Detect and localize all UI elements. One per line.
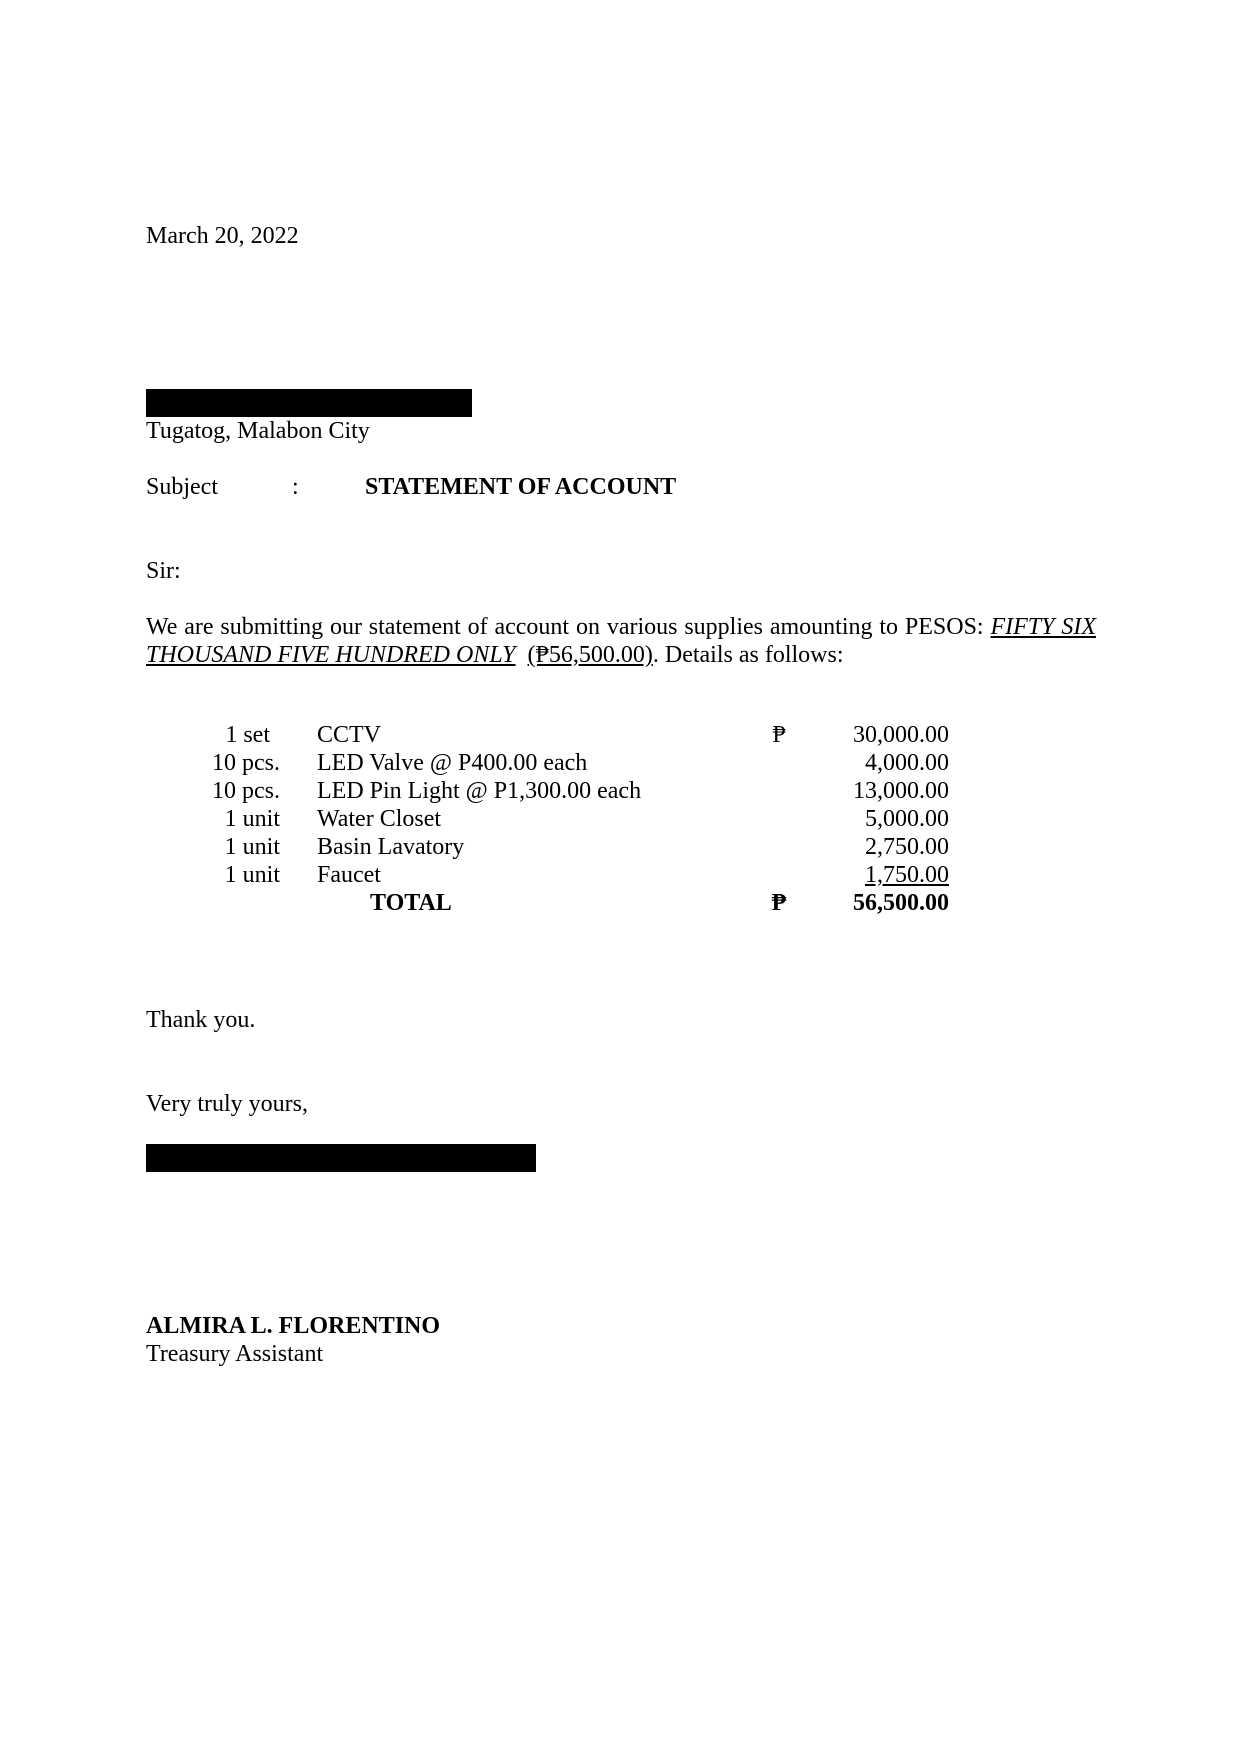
amount-in-words: FIFTY SIX THOUSAND FIVE HUNDRED ONLY bbox=[146, 614, 1096, 668]
item-description: CCTV bbox=[317, 722, 382, 748]
total-label: TOTAL bbox=[370, 890, 452, 916]
item-qty: 10 pcs. bbox=[212, 750, 280, 776]
table-row bbox=[0, 805, 1241, 833]
item-qty: 1 unit bbox=[224, 862, 280, 888]
item-amount: 13,000.00 bbox=[853, 778, 949, 804]
item-amount: 30,000.00 bbox=[853, 722, 949, 748]
complimentary-close: Very truly yours, bbox=[146, 1091, 308, 1117]
item-qty: 1 unit bbox=[224, 834, 280, 860]
body-outro: . Details as follows: bbox=[652, 642, 844, 668]
item-qty: 1 unit bbox=[224, 806, 280, 832]
item-description: LED Valve @ P400.00 each bbox=[317, 750, 588, 776]
item-description: Basin Lavatory bbox=[317, 834, 465, 860]
signatory-name: ALMIRA L. FLORENTINO bbox=[146, 1313, 441, 1339]
letter-date: March 20, 2022 bbox=[146, 223, 299, 249]
redacted-recipient-name bbox=[146, 389, 472, 417]
item-amount: 4,000.00 bbox=[865, 750, 949, 776]
table-row bbox=[0, 777, 1241, 805]
table-row bbox=[0, 721, 1241, 749]
total-row bbox=[0, 889, 1241, 917]
item-qty: 1 set bbox=[225, 722, 270, 748]
subject-colon: : bbox=[292, 474, 299, 500]
item-amount: 1,750.00 bbox=[865, 862, 949, 888]
item-description: LED Pin Light @ P1,300.00 each bbox=[317, 778, 642, 804]
item-description: Water Closet bbox=[317, 806, 442, 832]
amount-numeric: (₱56,500.00) bbox=[527, 642, 653, 668]
table-row bbox=[0, 749, 1241, 777]
recipient-address: Tugatog, Malabon City bbox=[146, 418, 370, 444]
item-qty: 10 pcs. bbox=[212, 778, 280, 804]
table-row bbox=[0, 833, 1241, 861]
signatory-title: Treasury Assistant bbox=[146, 1341, 324, 1367]
item-amount: 5,000.00 bbox=[865, 806, 949, 832]
table-row bbox=[0, 861, 1241, 889]
body-intro: We are submitting our statement of account on various supplies amounting to PESOS: bbox=[146, 614, 991, 640]
body-paragraph bbox=[146, 613, 1096, 669]
total-amount: 56,500.00 bbox=[853, 890, 949, 916]
subject-label: Subject bbox=[146, 474, 218, 500]
closing-thanks: Thank you. bbox=[146, 1007, 256, 1033]
redacted-signature bbox=[146, 1144, 536, 1172]
item-description: Faucet bbox=[317, 862, 381, 888]
total-currency-symbol: ₱ bbox=[771, 890, 787, 916]
salutation: Sir: bbox=[146, 558, 181, 584]
currency-symbol: ₱ bbox=[772, 722, 786, 748]
subject-value: STATEMENT OF ACCOUNT bbox=[365, 474, 677, 500]
item-amount: 2,750.00 bbox=[865, 834, 949, 860]
